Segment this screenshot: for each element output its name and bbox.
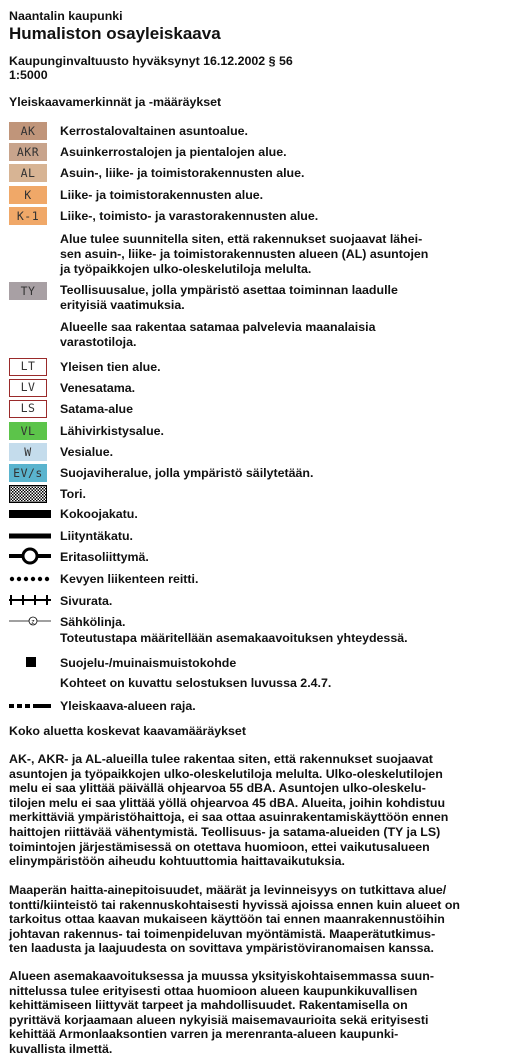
power-line-icon [9, 614, 51, 628]
k1-note [60, 232, 428, 277]
approval-text: Kaupunginvaltuusto hyväksynyt 16.12.2002 § 56 [9, 54, 293, 68]
legend-swatch-ty: TY [9, 282, 47, 300]
legend-label-lv: Venesatama. [60, 381, 136, 395]
ty-label-line: erityisiä vaatimuksia. [60, 298, 185, 312]
paragraph-line: kehittämiseen liittyvät tarpeet ja mahdollisuudet. Rakentamisella on [9, 998, 408, 1013]
tori-hatch-icon [9, 485, 47, 503]
legend-swatch-al: AL [9, 164, 47, 182]
legend-label-sivurata: Sivurata. [60, 594, 113, 608]
paragraph-line: merkittäviä ympäristöhaittoja, ei saa ottaa asuinrakentamiskäyttöön ennen [9, 810, 449, 825]
legend-label-w: Vesialue. [60, 445, 114, 459]
ty-note-line: Alueelle saa rakentaa satamaa palvelevia maanalaisia [60, 320, 376, 334]
legend-swatch-akr: AKR [9, 143, 47, 161]
heritage-site-square-icon [26, 657, 36, 667]
legend-swatch-k: K [9, 186, 47, 204]
legend-label-evs: Suojaviheralue, jolla ympäristö säilytetään. [60, 466, 314, 480]
legend-label-raja: Yleiskaava-alueen raja. [60, 699, 196, 713]
svg-text:z: z [31, 618, 35, 626]
legend-swatch-ls: LS [9, 400, 47, 418]
k1-note-line: sen asuin-, liike- ja toimistorakennusten alueen (AL) asuntojen [60, 247, 429, 261]
legend-label-eritaso: Eritasoliittymä. [60, 550, 149, 564]
paragraph-line: asuntojen ja työpaikkojen ulko-oleskelutiloja melulta. Ulko-oleskelutilojen [9, 766, 443, 781]
legend-note-sahko: Toteutustapa määritellään asemakaavoituksen yhteydessä. [60, 631, 408, 645]
legend-swatch-evs: EV/s [9, 464, 47, 482]
legend-label-k: Liike- ja toimistorakennusten alue. [60, 188, 264, 202]
legend-swatch-lt: LT [9, 358, 47, 376]
paragraph-line: pyrittävä korjaamaan alueen nykyisiä maisemavaurioita sekä erityisesti [9, 1012, 429, 1027]
legend-label-ty [60, 283, 398, 313]
legend-label-k1: Liike-, toimisto- ja varastorakennusten alue. [60, 209, 319, 223]
paragraph-line: AK-, AKR- ja AL-alueilla tulee rakentaa siten, että rakennukset suojaavat [9, 752, 433, 766]
k1-note-line: Alue tulee suunnitella siten, että rakennukset suojaavat lähei- [60, 232, 423, 246]
interchange-icon [9, 546, 51, 566]
ty-note-line: varastotiloja. [60, 335, 137, 349]
legend-label-al: Asuin-, liike- ja toimistorakennusten alue. [60, 166, 305, 180]
paragraph-line: nittelussa tulee erityisesti ottaa huomioon alueen kaupunkikuvallisen [9, 983, 418, 998]
legend-swatch-ak: AK [9, 122, 47, 140]
regulation-paragraph-1 [9, 752, 448, 869]
legend-label-liityntakatu: Liityntäkatu. [60, 529, 133, 543]
paragraph-line: tarkoitus ottaa kaavan mukaiseen käyttöön tai ennen maanrakennustöihin [9, 912, 445, 927]
legend-label-kevyt: Kevyen liikenteen reitti. [60, 572, 199, 586]
scale-text: 1:5000 [9, 68, 48, 82]
legend-label-tori: Tori. [60, 487, 86, 501]
legend-swatch-w: W [9, 443, 47, 461]
paragraph-line: elinympäristöön aiheudu kohtuuttomia haittavaikutuksia. [9, 854, 345, 869]
legend-note-suojelu: Kohteet on kuvattu selostuksen luvussa 2.4.7. [60, 676, 332, 690]
legend-swatch-lv: LV [9, 379, 47, 397]
paragraph-line: Alueen asemakaavoituksessa ja muussa yksityiskohtaisemmassa suun- [9, 969, 434, 983]
page-title: Humaliston osayleiskaava [9, 24, 221, 43]
k1-note-line: ja työpaikkojen ulko-oleskelutiloja melulta. [60, 262, 312, 276]
legend-swatch-vl: VL [9, 422, 47, 440]
legend-label-suojelu: Suojelu-/muinaismuistokohde [60, 656, 237, 670]
general-regulations-heading: Koko aluetta koskevat kaavamääräykset [9, 724, 246, 738]
section-heading: Yleiskaavamerkinnät ja -määräykset [9, 95, 222, 109]
collector-street-line-icon [9, 507, 51, 521]
paragraph-line: tilojen melu ei saa ylittää yöllä ohjearvoa 45 dBA. Alueita, joihin kohdistuu [9, 795, 446, 810]
paragraph-line: kuvallista ilmettä. [9, 1041, 113, 1056]
regulation-paragraph-3 [9, 969, 434, 1057]
access-street-line-icon [9, 529, 51, 543]
legend-label-sahko: Sähkölinja. [60, 615, 126, 629]
paragraph-line: haittojen riittävää vähentymistä. Teollisuus- ja satama-alueiden (TY ja LS) [9, 824, 441, 839]
regulation-paragraph-2 [9, 883, 460, 956]
municipality-name: Naantalin kaupunki [9, 9, 123, 23]
ty-note [60, 320, 375, 350]
legend-label-lt: Yleisen tien alue. [60, 360, 161, 374]
paragraph-line: tontti/kiinteistö tai rakennuskohtaisesti hyvissä ajoissa ennen kuin alueet on [9, 897, 461, 912]
boundary-line-icon [9, 699, 51, 713]
paragraph-line: Maaperän haitta-ainepitoisuudet, määrät ja levinneisyys on tutkittava alue/ [9, 883, 447, 897]
paragraph-line: ten laadusta ja laajuudesta on sovittava ympäristöviranomaisen kanssa. [9, 941, 434, 956]
legend-label-vl: Lähivirkistysalue. [60, 424, 164, 438]
pedestrian-route-icon [9, 572, 51, 586]
paragraph-line: melu ei saa ylittää päivällä ohjearvoa 55 dBA. Asuntojen ulko-oleskelu- [9, 781, 426, 796]
paragraph-line: toimintojen järjestämisessä on otettava huomioon, ettei vaikutusalueen [9, 839, 430, 854]
paragraph-line: johtavan rakennus- tai toimenpideluvan myöntämistä. Maaperätutkimus- [9, 926, 436, 941]
legend-swatch-k1: K-1 [9, 207, 47, 225]
legend-label-ak: Kerrostalovaltainen asuntoalue. [60, 124, 248, 138]
legend-label-akr: Asuinkerrostalojen ja pientalojen alue. [60, 145, 287, 159]
paragraph-line: kehittää Armonlaaksontien varren ja merenranta-alueen kaupunki- [9, 1027, 399, 1042]
legend-label-ls: Satama-alue [60, 402, 134, 416]
ty-label-line: Teollisuusalue, jolla ympäristö asettaa toiminnan laadulle [60, 283, 398, 297]
legend-label-kokoojakatu: Kokoojakatu. [60, 507, 138, 521]
side-rail-icon [9, 593, 51, 607]
